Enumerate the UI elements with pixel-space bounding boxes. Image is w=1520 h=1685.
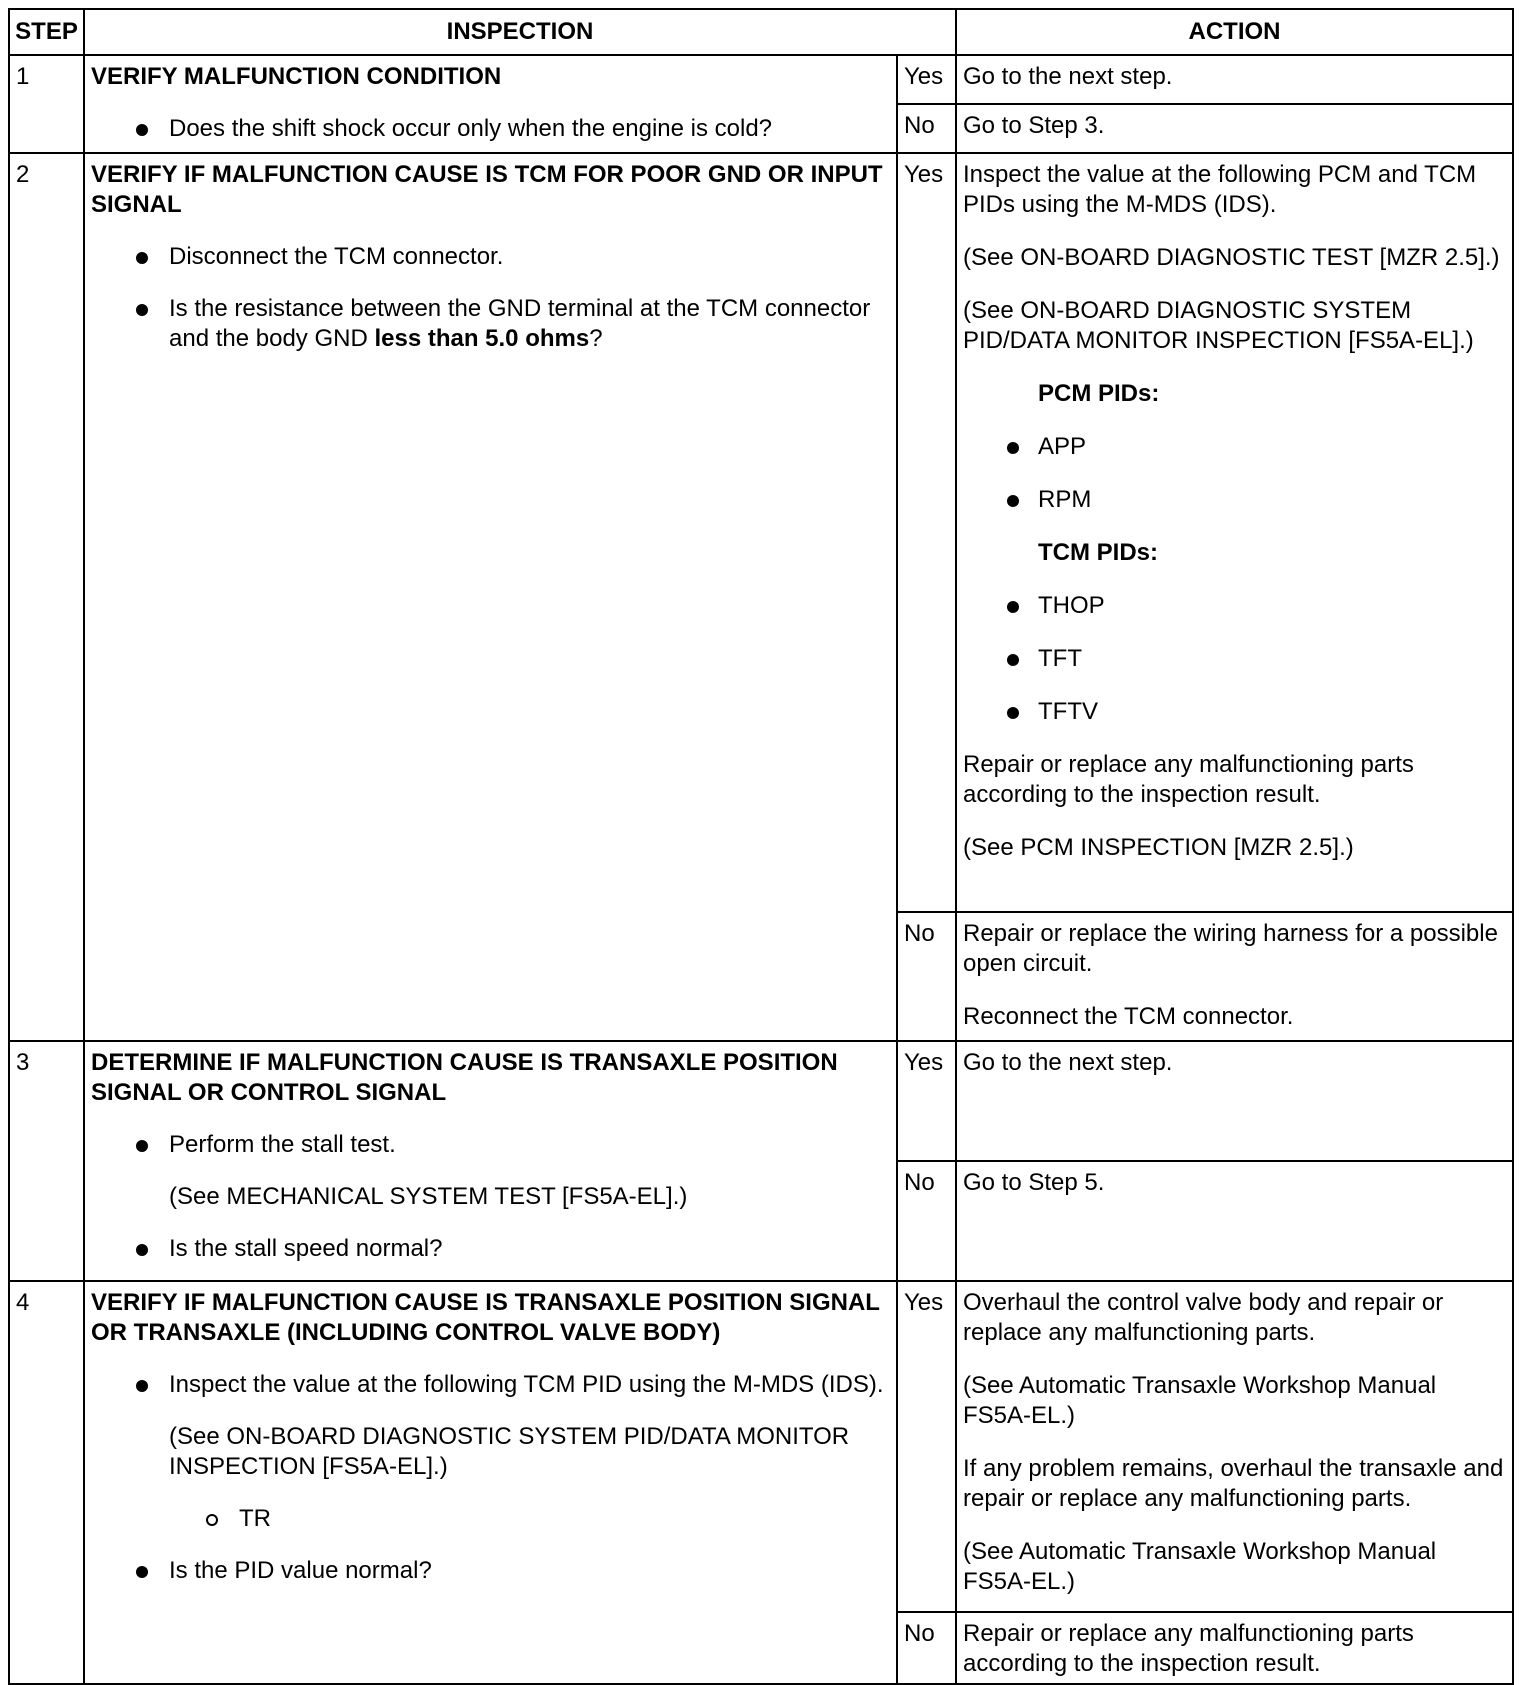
inspection-bullets bbox=[91, 1130, 890, 1264]
yes-action bbox=[956, 55, 1513, 104]
inspection-bullet bbox=[91, 1130, 890, 1212]
header-step: STEP bbox=[9, 9, 84, 55]
header-inspection: INSPECTION bbox=[84, 9, 956, 55]
bullet-text: Perform the stall test. bbox=[169, 1131, 396, 1158]
pid-item: THOP bbox=[963, 591, 1506, 621]
inspection-bullet bbox=[91, 294, 890, 354]
action-text: (See Automatic Transaxle Workshop Manual FS5A-EL.) bbox=[963, 1538, 1437, 1595]
inspection-bullets bbox=[91, 114, 890, 144]
no-action bbox=[956, 104, 1513, 153]
action-text: Overhaul the control valve body and repair or replace any malfunctioning parts. bbox=[963, 1289, 1444, 1346]
tcm-pids-heading: TCM PIDs: bbox=[1038, 539, 1158, 566]
no-label: No bbox=[897, 1161, 956, 1281]
no-action bbox=[956, 912, 1513, 1041]
yes-label: Yes bbox=[897, 55, 956, 104]
inspection-title: VERIFY IF MALFUNCTION CAUSE IS TCM FOR POOR GND OR INPUT SIGNAL bbox=[91, 161, 883, 218]
step-number: 4 bbox=[9, 1281, 84, 1684]
inspection-bullets bbox=[91, 242, 890, 354]
inspection-cell bbox=[84, 1041, 897, 1281]
yes-action bbox=[956, 1281, 1513, 1612]
inspection-bullet: Is the PID value normal? bbox=[91, 1556, 890, 1586]
yes-label: Yes bbox=[897, 153, 956, 912]
action-text: Repair or replace any malfunctioning parts according to the inspection result. bbox=[963, 751, 1414, 808]
action-text: (See ON-BOARD DIAGNOSTIC TEST [MZR 2.5].) bbox=[963, 244, 1500, 271]
inspection-bullets bbox=[91, 1370, 890, 1482]
bullet-text: Is the resistance between the GND terminal at the TCM connector and the body GND bbox=[169, 295, 871, 352]
inspection-bullet: Disconnect the TCM connector. bbox=[91, 242, 890, 272]
step-2-yes-row bbox=[9, 153, 1513, 912]
no-action bbox=[956, 1612, 1513, 1684]
pcm-pids-heading: PCM PIDs: bbox=[1038, 380, 1160, 407]
action-text: (See Automatic Transaxle Workshop Manual FS5A-EL.) bbox=[963, 1372, 1437, 1429]
inspection-cell bbox=[84, 55, 897, 153]
step-1-yes-row bbox=[9, 55, 1513, 104]
pid-item: TFTV bbox=[963, 697, 1506, 727]
yes-label: Yes bbox=[897, 1281, 956, 1612]
no-action bbox=[956, 1161, 1513, 1281]
diagnostic-table bbox=[8, 8, 1514, 1685]
inspection-bullets bbox=[91, 1556, 890, 1586]
yes-label: Yes bbox=[897, 1041, 956, 1161]
header-row bbox=[9, 9, 1513, 55]
action-text: Go to Step 3. bbox=[963, 112, 1105, 139]
inspection-cell bbox=[84, 153, 897, 1041]
step-4-yes-row bbox=[9, 1281, 1513, 1612]
inspection-bullet: Does the shift shock occur only when the engine is cold? bbox=[91, 114, 890, 144]
pid-item: RPM bbox=[963, 485, 1506, 515]
diagnostic-procedure bbox=[8, 8, 1512, 1685]
inspection-bullet: Is the stall speed normal? bbox=[91, 1234, 890, 1264]
action-text: Inspect the value at the following PCM and TCM PIDs using the M-MDS (IDS). bbox=[963, 161, 1477, 218]
yes-action bbox=[956, 1041, 1513, 1161]
inspection-cell bbox=[84, 1281, 897, 1684]
step-3-yes-row bbox=[9, 1041, 1513, 1161]
bullet-emphasis: less than 5.0 ohms bbox=[374, 325, 590, 352]
action-text: If any problem remains, overhaul the transaxle and repair or replace any malfunctioning parts. bbox=[963, 1455, 1504, 1512]
action-text: Go to the next step. bbox=[963, 63, 1173, 90]
sub-bullet-circle: TR bbox=[91, 1504, 890, 1534]
pid-item: TFT bbox=[963, 644, 1506, 674]
no-label: No bbox=[897, 104, 956, 153]
action-text: Repair or replace the wiring harness for a possible open circuit. bbox=[963, 920, 1498, 977]
inspection-title: VERIFY IF MALFUNCTION CAUSE IS TRANSAXLE POSITION SIGNAL OR TRANSAXLE (INCLUDING CONTROL VALVE BODY) bbox=[91, 1289, 880, 1346]
bullet-reference: (See MECHANICAL SYSTEM TEST [FS5A-EL].) bbox=[169, 1183, 688, 1210]
action-text: Reconnect the TCM connector. bbox=[963, 1003, 1294, 1030]
yes-action bbox=[956, 153, 1513, 912]
bullet-tail: ? bbox=[589, 325, 603, 352]
inspection-title: VERIFY MALFUNCTION CONDITION bbox=[91, 63, 502, 90]
inspection-bullet bbox=[91, 1370, 890, 1482]
bullet-reference: (See ON-BOARD DIAGNOSTIC SYSTEM PID/DATA MONITOR INSPECTION [FS5A-EL].) bbox=[169, 1423, 850, 1480]
pid-item: APP bbox=[963, 432, 1506, 462]
bullet-text: Inspect the value at the following TCM PID using the M-MDS (IDS). bbox=[169, 1371, 884, 1398]
no-label: No bbox=[897, 912, 956, 1041]
action-text: (See ON-BOARD DIAGNOSTIC SYSTEM PID/DATA MONITOR INSPECTION [FS5A-EL].) bbox=[963, 297, 1474, 354]
inspection-title: DETERMINE IF MALFUNCTION CAUSE IS TRANSAXLE POSITION SIGNAL OR CONTROL SIGNAL bbox=[91, 1049, 838, 1106]
no-label: No bbox=[897, 1612, 956, 1684]
step-number: 2 bbox=[9, 153, 84, 1041]
step-number: 1 bbox=[9, 55, 84, 153]
header-action: ACTION bbox=[956, 9, 1513, 55]
step-number: 3 bbox=[9, 1041, 84, 1281]
action-text: Repair or replace any malfunctioning parts according to the inspection result. bbox=[963, 1620, 1414, 1677]
action-text: (See PCM INSPECTION [MZR 2.5].) bbox=[963, 834, 1354, 861]
action-text: Go to Step 5. bbox=[963, 1169, 1105, 1196]
action-text: Go to the next step. bbox=[963, 1049, 1173, 1076]
